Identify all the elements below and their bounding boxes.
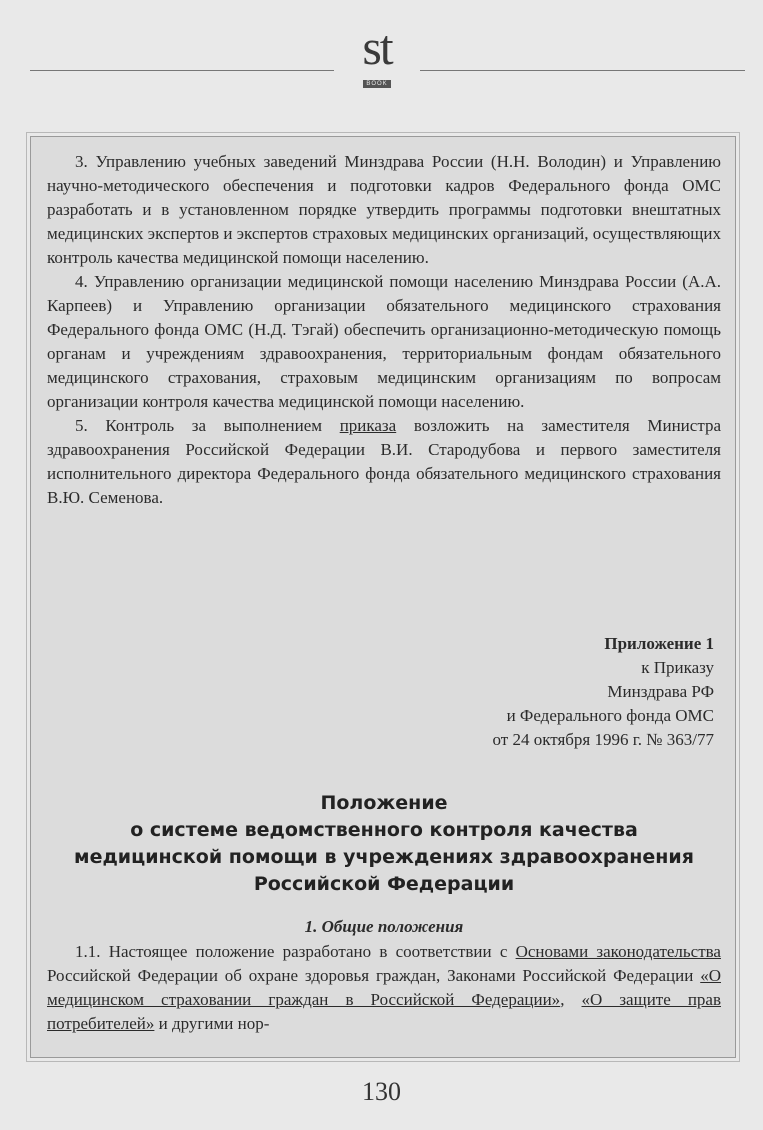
section-heading: 1. Общие положения <box>304 917 464 936</box>
p11-text-2: Российской Федерации об охране здоровья граждан, Законами Российской Федерации <box>47 966 701 985</box>
p11-text-1: 1.1. Настоящее положение разработано в соответствии с <box>75 942 516 961</box>
title-line-3: медицинской помощи в учреждениях здравоохранения <box>74 846 694 868</box>
appendix-line-4: от 24 октября 1996 г. № 363/77 <box>492 730 714 749</box>
paragraph-4: 4. Управлению организации медицинской помощи населению Минздрава России (А.А. Карпеев) и Управлению организации обязательного медицинского страхования Федерального фонда ОМС (Н.Д. Тэгай) обеспечить организационно-методическую помощь органам и учреждениям здравоохранения, территориальным фондам обязательного медицинского страхования, страховым медицинским организациям по вопросам организации контроля качества медицинской помощи населению. <box>47 272 721 411</box>
header-rule-left <box>30 70 334 71</box>
title-line-1: Положение <box>320 792 448 814</box>
appendix-line-3: и Федерального фонда ОМС <box>506 706 714 725</box>
paragraph-1-1 <box>47 940 721 1036</box>
paragraph-3: 3. Управлению учебных заведений Минздрава России (Н.Н. Володин) и Управлению научно-методического обеспечения и подготовки кадров Федерального фонда ОМС разработать и в установленном порядке утвердить программы подготовки внештатных медицинских экспертов и экспертов страховых медицинских организаций, осуществляющих контроль качества медицинской помощи населению. <box>47 152 721 267</box>
logo-mark: st <box>362 19 392 75</box>
page-number: 130 <box>362 1077 401 1106</box>
p11-text-4: и другими нор- <box>154 1014 270 1033</box>
appendix-title: Приложение 1 <box>604 634 714 653</box>
header-rule-right <box>420 70 745 71</box>
order-text <box>47 150 721 510</box>
p11-text-3: , <box>560 990 582 1009</box>
appendix-reference <box>330 632 714 752</box>
appendix-line-1: к Приказу <box>641 658 714 677</box>
document-title <box>47 790 721 898</box>
order-link[interactable]: приказа <box>339 416 397 435</box>
paragraph-5-end: возложить на заместителя Министра здравоохранения Российской Федерации В.И. Стародубова и первого заместителя исполнительного директора Федерального фонда обязательного медицинского страхования В.Ю. Семенова. <box>47 416 722 507</box>
title-line-4: Российской Федерации <box>253 873 515 895</box>
law-link-insurance[interactable]: «О медицинском страховании граждан в Российской Федерации» <box>47 966 721 1009</box>
law-link-consumer-rights[interactable]: «О защите прав потребителей» <box>47 990 721 1033</box>
appendix-line-2: Минздрава РФ <box>607 682 714 701</box>
law-link-foundations[interactable]: Основами законодательства <box>515 942 721 961</box>
section-body <box>47 940 721 1036</box>
title-line-2: о системе ведомственного контроля качества <box>130 819 638 841</box>
publisher-logo <box>334 19 420 87</box>
logo-sub: BOOK <box>363 80 390 88</box>
paragraph-5-start: 5. Контроль за выполнением <box>75 416 340 435</box>
paragraph-5 <box>47 414 721 510</box>
